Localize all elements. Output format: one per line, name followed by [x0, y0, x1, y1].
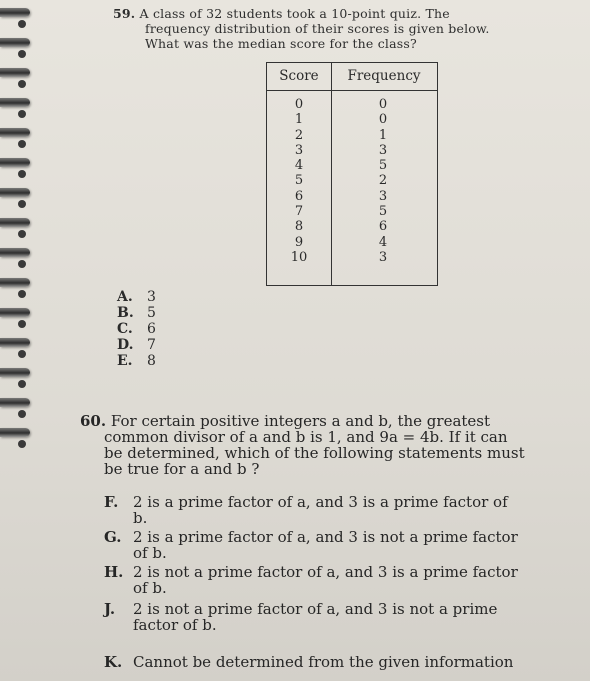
- choice-e[interactable]: [117, 353, 156, 369]
- binding-hole: [18, 440, 26, 448]
- choice-text-line: of b.: [133, 579, 167, 597]
- choice-label: E.: [117, 353, 133, 369]
- score-cell: 9: [294, 234, 304, 250]
- score-cell: 2: [294, 127, 304, 143]
- spiral-coil: [0, 98, 30, 107]
- score-cell: 8: [294, 219, 304, 235]
- choice-b[interactable]: [117, 305, 156, 321]
- binding-hole: [18, 110, 26, 118]
- spiral-coil: [0, 428, 30, 437]
- spiral-coil: [0, 128, 30, 137]
- choice-label: C.: [117, 321, 133, 337]
- score-cell: 4: [294, 158, 304, 174]
- choice-text-line: Cannot be determined from the given information: [133, 653, 514, 671]
- frequency-cell: 5: [378, 158, 388, 174]
- choice-label: D.: [117, 337, 134, 353]
- choice-label: G.: [104, 528, 122, 546]
- question-60-line-1: 60. For certain positive integers a and b, the greatest: [80, 412, 491, 430]
- choice-label: F.: [104, 493, 119, 511]
- frequency-cell: 2: [378, 173, 388, 189]
- choice-label: K.: [104, 653, 123, 671]
- choice-a[interactable]: [117, 289, 156, 305]
- question-60-number: 60.: [80, 412, 107, 430]
- spiral-coil: [0, 188, 30, 197]
- question-60-line-2: common divisor of a and b is 1, and 9a = 4b. If it can: [104, 428, 508, 446]
- table-column-divider: [331, 63, 332, 285]
- choice-text-line: b.: [133, 509, 148, 527]
- score-cell: 0: [294, 97, 304, 112]
- frequency-cell: 3: [378, 188, 388, 204]
- frequency-cell: 3: [378, 249, 388, 265]
- binding-hole: [18, 80, 26, 88]
- choice-text-line: 2 is a prime factor of a, and 3 is a prime factor of: [133, 493, 508, 511]
- choice-text: 7: [147, 337, 156, 353]
- frequency-column: [363, 97, 403, 265]
- table-header-frequency: Frequency: [347, 68, 421, 84]
- spiral-coil: [0, 248, 30, 257]
- question-59-line-2: frequency distribution of their scores is given below.: [145, 21, 490, 36]
- spiral-coil: [0, 158, 30, 167]
- question-60-line-4: be true for a and b ?: [104, 460, 260, 478]
- choice-text: 6: [147, 321, 156, 337]
- question-59-line-1: 59. A class of 32 students took a 10-point quiz. The: [113, 6, 450, 21]
- choice-text: 3: [147, 289, 156, 305]
- frequency-cell: 6: [378, 219, 388, 235]
- choice-text-line: of b.: [133, 544, 167, 562]
- binding-hole: [18, 140, 26, 148]
- score-cell: 10: [290, 249, 308, 265]
- question-60-line-3: be determined, which of the following statements must: [104, 444, 525, 462]
- binding-hole: [18, 320, 26, 328]
- choice-d[interactable]: [117, 337, 156, 353]
- choice-text-line: 2 is a prime factor of a, and 3 is not a prime factor: [133, 528, 518, 546]
- choice-label: A.: [117, 289, 133, 305]
- binding-hole: [18, 170, 26, 178]
- spiral-coil: [0, 68, 30, 77]
- spiral-coil: [0, 368, 30, 377]
- spiral-coil: [0, 38, 30, 47]
- question-59-number: 59.: [113, 6, 136, 21]
- spiral-coil: [0, 278, 30, 287]
- spiral-coil: [0, 218, 30, 227]
- binding-hole: [18, 230, 26, 238]
- choice-text-line: 2 is not a prime factor of a, and 3 is a prime factor: [133, 563, 518, 581]
- binding-hole: [18, 350, 26, 358]
- choice-text: 5: [147, 305, 156, 321]
- table-header-divider: [267, 90, 437, 91]
- spiral-coil: [0, 338, 30, 347]
- score-cell: 6: [294, 188, 304, 204]
- frequency-cell: 0: [378, 112, 388, 128]
- score-cell: 7: [294, 204, 304, 220]
- binding-hole: [18, 260, 26, 268]
- binding-hole: [18, 290, 26, 298]
- binding-hole: [18, 410, 26, 418]
- binding-hole: [18, 50, 26, 58]
- binding-hole: [18, 20, 26, 28]
- choice-label: J.: [104, 600, 116, 618]
- spiral-coil: [0, 308, 30, 317]
- frequency-cell: 4: [378, 234, 388, 250]
- choice-c[interactable]: [117, 321, 156, 337]
- score-cell: 5: [294, 173, 304, 189]
- choice-text-line: factor of b.: [133, 616, 217, 634]
- frequency-cell: 0: [378, 97, 388, 112]
- score-column: [279, 97, 319, 265]
- spiral-binding: [0, 0, 34, 681]
- table-header-score: Score: [279, 68, 319, 84]
- binding-hole: [18, 380, 26, 388]
- choice-text-line: 2 is not a prime factor of a, and 3 is not a prime: [133, 600, 498, 618]
- choice-label: H.: [104, 563, 124, 581]
- frequency-table: [266, 62, 438, 286]
- frequency-cell: 1: [378, 127, 388, 143]
- spiral-coil: [0, 8, 30, 17]
- spiral-coil: [0, 398, 30, 407]
- score-cell: 1: [294, 112, 304, 128]
- binding-hole: [18, 200, 26, 208]
- question-59-line-3: What was the median score for the class?: [145, 36, 417, 51]
- frequency-cell: 3: [378, 142, 388, 158]
- choice-text: 8: [147, 353, 156, 369]
- choice-label: B.: [117, 305, 134, 321]
- score-cell: 3: [294, 142, 304, 158]
- frequency-cell: 5: [378, 204, 388, 220]
